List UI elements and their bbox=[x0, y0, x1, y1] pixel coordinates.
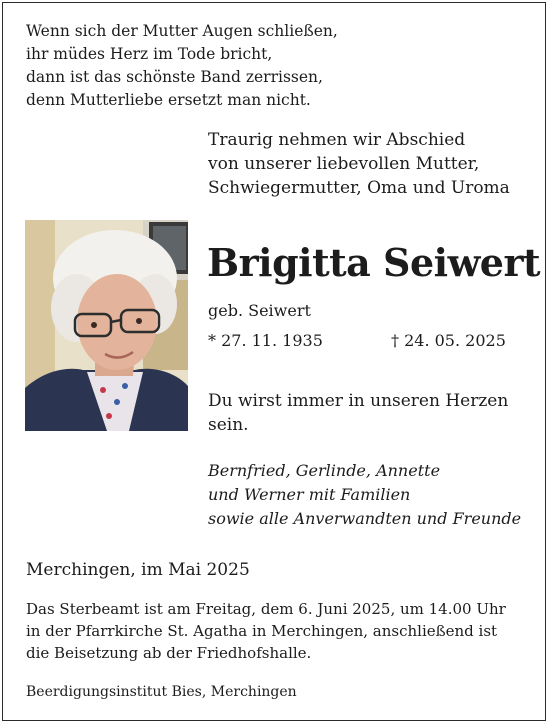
motto bbox=[208, 389, 508, 437]
poem-line: dann ist das schönste Band zerrissen, bbox=[26, 68, 323, 86]
service-line: in der Pfarrkirche St. Agatha in Merchingen, anschließend ist bbox=[26, 622, 498, 640]
farewell-intro bbox=[208, 128, 510, 200]
mourners-line: und Werner mit Familien bbox=[208, 485, 411, 504]
motto-line: sein. bbox=[208, 415, 249, 435]
death-date: † 24. 05. 2025 bbox=[391, 331, 506, 350]
poem-line: denn Mutterliebe ersetzt man nicht. bbox=[26, 91, 311, 109]
mourners bbox=[208, 459, 521, 531]
service-line: Das Sterbeamt ist am Freitag, dem 6. Juni 2025, um 14.00 Uhr bbox=[26, 600, 506, 618]
funeral-home: Beerdigungsinstitut Bies, Merchingen bbox=[26, 684, 297, 700]
place-and-date: Merchingen, im Mai 2025 bbox=[26, 560, 250, 580]
poem-line: Wenn sich der Mutter Augen schließen, bbox=[26, 22, 338, 40]
funeral-service-info bbox=[26, 598, 506, 664]
birth-date: * 27. 11. 1935 bbox=[208, 331, 323, 350]
mourners-line: sowie alle Anverwandten und Freunde bbox=[208, 509, 522, 528]
poem-line: ihr müdes Herz im Tode bricht, bbox=[26, 45, 273, 63]
motto-line: Du wirst immer in unseren Herzen bbox=[208, 391, 509, 411]
intro-line: von unserer liebevollen Mutter, bbox=[208, 154, 480, 174]
portrait-photo bbox=[25, 220, 188, 431]
poem bbox=[26, 20, 338, 112]
mourners-line: Bernfried, Gerlinde, Annette bbox=[208, 461, 441, 480]
deceased-name: Brigitta Seiwert bbox=[207, 240, 541, 285]
intro-line: Traurig nehmen wir Abschied bbox=[208, 130, 466, 150]
maiden-name: geb. Seiwert bbox=[208, 301, 311, 320]
service-line: die Beisetzung ab der Friedhofshalle. bbox=[26, 644, 312, 662]
intro-line: Schwiegermutter, Oma und Uroma bbox=[208, 178, 510, 198]
